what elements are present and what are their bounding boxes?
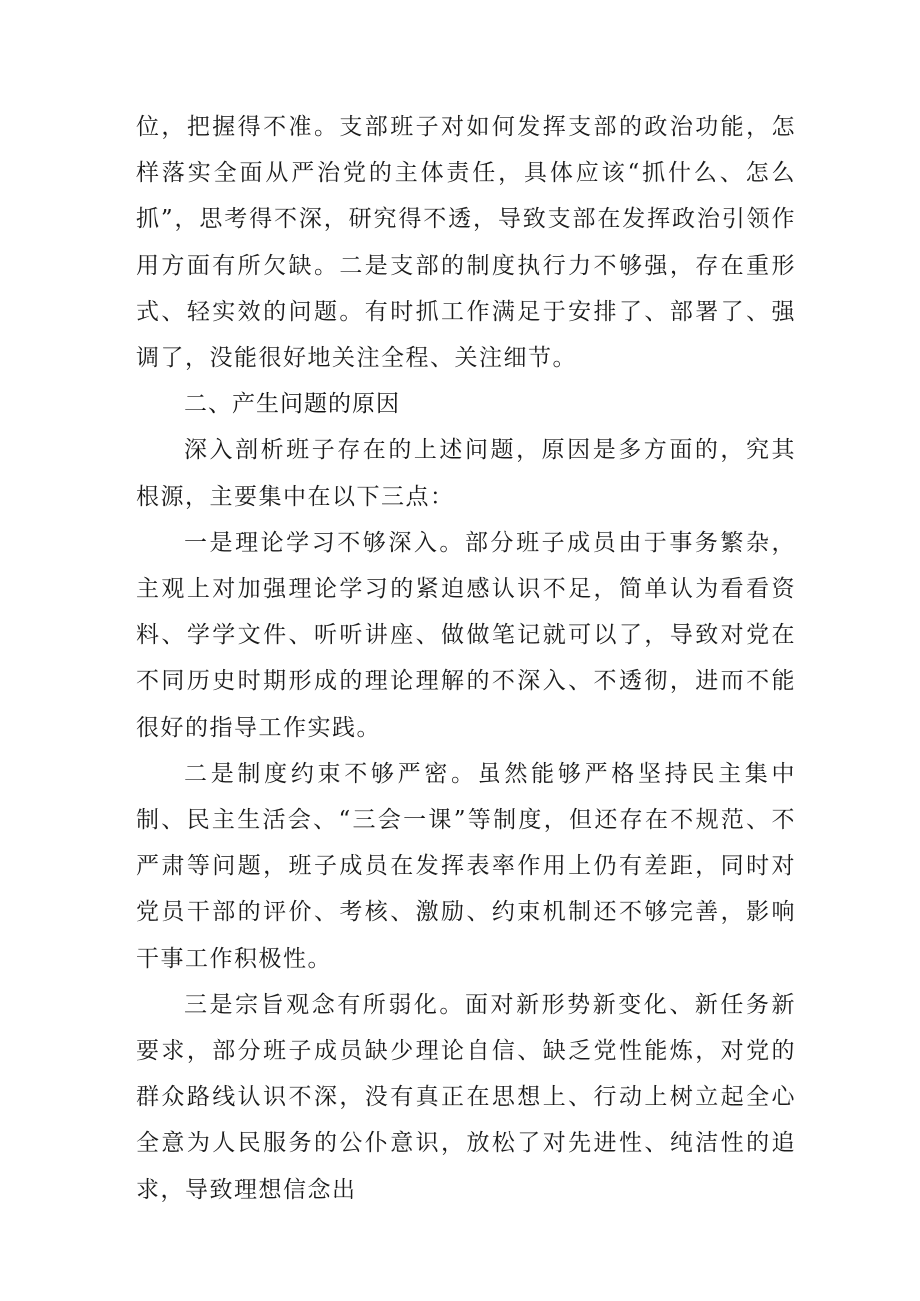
document-body <box>136 104 796 1213</box>
paragraph-reason-purpose-awareness: 三是宗旨观念有所弱化。面对新形势新变化、新任务新要求，部分班子成员缺少理论自信、缺乏党性能炼，对党的群众路线认识不深，没有真正在思想上、行动上树立起全心全意为人民服务的公仆意识，放松了对先进性、纯洁性的追求，导致理想信念出 <box>136 991 796 1203</box>
section-heading: 二、产生问题的原因 <box>184 391 400 418</box>
paragraph-continuation: 位，把握得不准。支部班子对如何发挥支部的政治功能，怎样落实全面从严治党的主体责任，具体应该“抓什么、怎么抓”，思考得不深，研究得不透，导致支部在发挥政治引领作用方面有所欠缺。二是支部的制度执行力不够强，存在重形式、轻实效的问题。有时抓工作满足于安排了、部署了、强调了，没能很好地关注全程、关注细节。 <box>136 114 796 372</box>
paragraph-intro: 深入剖析班子存在的上述问题，原因是多方面的，究其根源，主要集中在以下三点： <box>136 437 796 510</box>
paragraph-reason-theory-study: 一是理论学习不够深入。部分班子成员由于事务繁杂，主观上对加强理论学习的紧迫感认识不足，简单认为看看资料、学学文件、听听讲座、做做笔记就可以了，导致对党在不同历史时期形成的理论理解的不深入、不透彻，进而不能很好的指导工作实践。 <box>136 529 796 741</box>
paragraph-reason-institutional-constraints: 二是制度约束不够严密。虽然能够严格坚持民主集中制、民主生活会、“三会一课”等制度，但还存在不规范、不严肃等问题，班子成员在发挥表率作用上仍有差距，同时对党员干部的评价、考核、激励、约束机制还不够完善，影响干事工作积极性。 <box>136 760 796 972</box>
